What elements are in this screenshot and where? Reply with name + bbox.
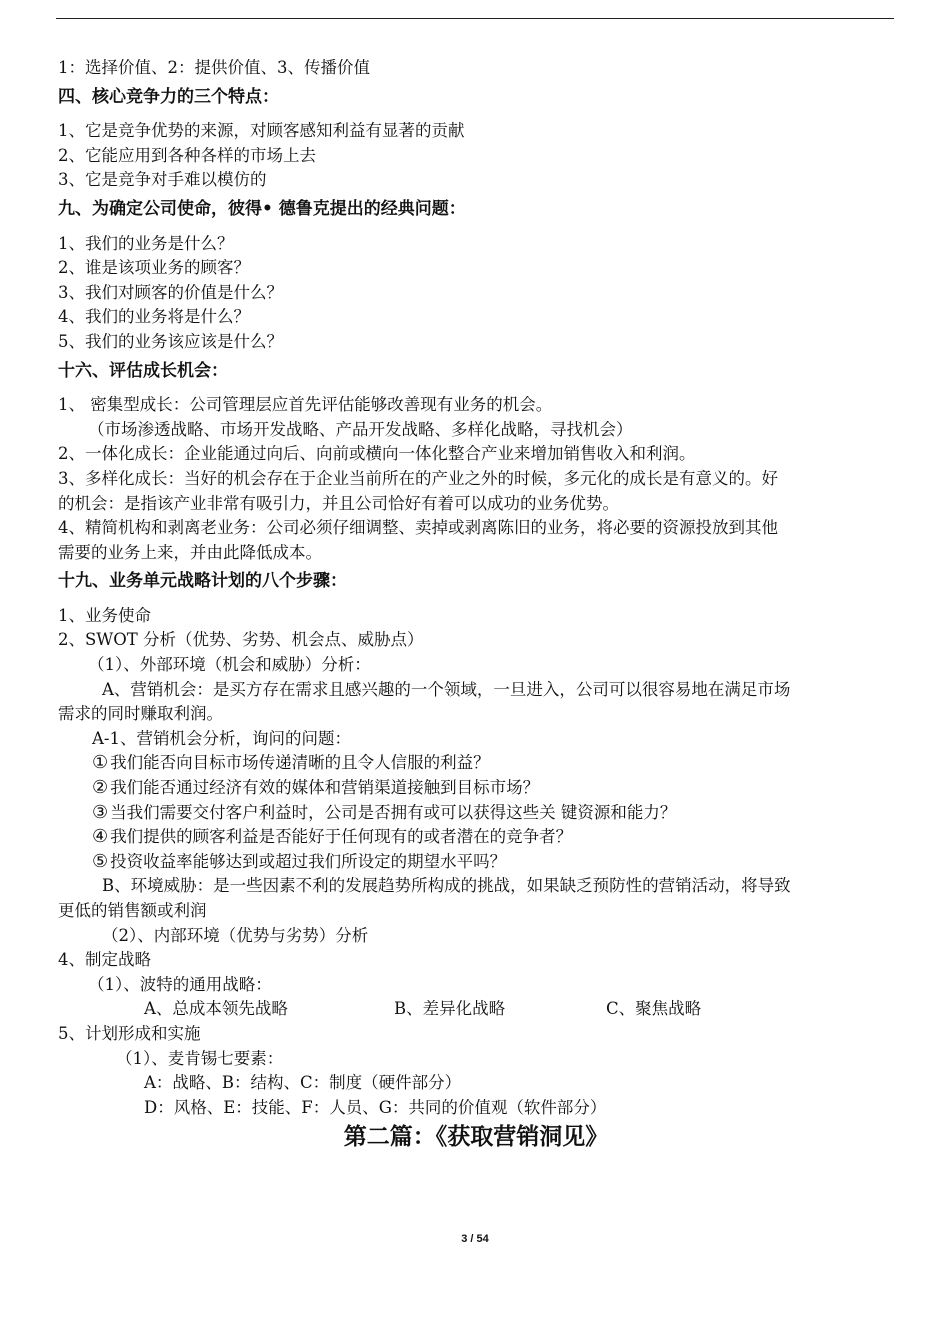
- question-item: [58, 751, 894, 776]
- paragraph-line: 3、多样化成长：当好的机会存在于企业当前所在的产业之外的时候，多元化的成长是有意义的。好: [58, 468, 778, 488]
- list-item: 3、我们对顾客的价值是什么？: [58, 282, 283, 302]
- paragraph-line: A、营销机会：是买方存在需求且感兴趣的一个领域，一旦进入，公司可以很容易地在满足市场: [102, 679, 791, 699]
- step-line: 5、计划形成和实施: [58, 1023, 201, 1043]
- strategy-row: [58, 997, 894, 1022]
- question-text: 我们能否向目标市场传递清晰的且令人信服的利益？: [110, 753, 490, 773]
- list-item: 3、它是竞争对手难以模仿的: [58, 170, 267, 190]
- paragraph-line: 2、一体化成长：企业能通过向后、向前或横向一体化整合产业来增加销售收入和利润。: [58, 444, 696, 464]
- part-title: 第二篇：《获取营销洞见》: [343, 1124, 609, 1151]
- circled-number: ②: [92, 777, 109, 799]
- sub-step-line: （1）、波特的通用战略：: [88, 974, 272, 994]
- strategy-item: B、差异化战略: [394, 999, 506, 1019]
- circled-number: ①: [92, 752, 109, 774]
- step-line: 2、SWOT 分析（优势、劣势、机会点、威胁点）: [58, 630, 424, 650]
- paragraph-line: （市场渗透战略、市场开发战略、产品开发战略、多样化战略，寻找机会）: [88, 419, 633, 439]
- header-rule: [56, 18, 894, 19]
- list-item: 2、谁是该项业务的顾客？: [58, 258, 250, 278]
- question-text: 投资收益率能够达到或超过我们所设定的期望水平吗？: [110, 851, 507, 871]
- circled-number: ⑤: [92, 850, 109, 872]
- list-item: 1、我们的业务是什么？: [58, 233, 234, 253]
- top-line: 1：选择价值、2：提供价值、3、传播价值: [58, 58, 370, 77]
- sub-step-line: （1）、外部环境（机会和威胁）分析：: [88, 655, 371, 675]
- question-item: [58, 850, 894, 875]
- heading-section-19: 十九、业务单元战略计划的八个步骤：: [58, 571, 347, 592]
- heading-section-16: 十六、评估成长机会：: [58, 360, 228, 381]
- list-item: 5、我们的业务该应该是什么？: [58, 331, 283, 351]
- question-item: [58, 825, 894, 850]
- strategy-item: C、聚焦战略: [606, 999, 702, 1019]
- list-item: 4、我们的业务将是什么？: [58, 307, 250, 327]
- step-line: 1、业务使命: [58, 605, 151, 625]
- list-item: 1、它是竞争优势的来源，对顾客感知利益有显著的贡献: [58, 121, 465, 141]
- circled-number: ③: [92, 801, 109, 823]
- question-text: 我们能否通过经济有效的媒体和营销渠道接触到目标市场？: [110, 778, 540, 798]
- paragraph-line: 的机会：是指该产业非常有吸引力，并且公司恰好有着可以成功的业务优势。: [58, 493, 619, 513]
- page-number: 3 / 54: [461, 1233, 489, 1245]
- paragraph-line: 更低的销售额或利润: [58, 901, 207, 920]
- mckinsey-hard: A：战略、B：结构、C：制度（硬件部分）: [144, 1073, 462, 1093]
- question-text: 当我们需要交付客户利益时，公司是否拥有或可以获得这些关 键资源和能力？: [110, 802, 677, 822]
- question-item: [58, 801, 894, 826]
- mckinsey-soft: D：风格、E：技能、F：人员、G：共同的价值观（软件部分）: [144, 1097, 607, 1117]
- list-item: 2、它能应用到各种各样的市场上去: [58, 145, 316, 165]
- paragraph-line: 需要的业务上来，并由此降低成本。: [58, 542, 322, 562]
- heading-section-4: 四、核心竞争力的三个特点：: [58, 86, 279, 107]
- paragraph-line: B、环境威胁：是一些因素不利的发展趋势所构成的挑战，如果缺乏预防性的营销活动，将导致: [102, 876, 791, 896]
- document-page: [58, 56, 894, 1152]
- question-text: 我们提供的顾客利益是否能好于任何现有的或者潜在的竞争者？: [110, 827, 573, 847]
- paragraph-line: 1、 密集型成长：公司管理层应首先评估能够改善现有业务的机会。: [58, 395, 553, 415]
- strategy-item: A、总成本领先战略: [144, 999, 288, 1019]
- heading-section-9: 九、为确定公司使命，彼得• 德鲁克提出的经典问题：: [58, 198, 466, 219]
- sub-step-line: （1）、麦肯锡七要素：: [116, 1048, 284, 1068]
- circled-number: ④: [92, 826, 109, 848]
- paragraph-line: 4、精简机构和剥离老业务：公司必须仔细调整、卖掉或剥离陈旧的业务，将必要的资源投放到其他: [58, 518, 778, 538]
- question-item: [58, 776, 894, 801]
- sub-step-line: （2）、内部环境（优势与劣势）分析: [102, 925, 369, 945]
- paragraph-line: 需求的同时赚取利润。: [58, 704, 223, 724]
- step-line: 4、制定战略: [58, 950, 151, 970]
- sub-step-line: A-1、营销机会分析，询问的问题：: [92, 728, 351, 748]
